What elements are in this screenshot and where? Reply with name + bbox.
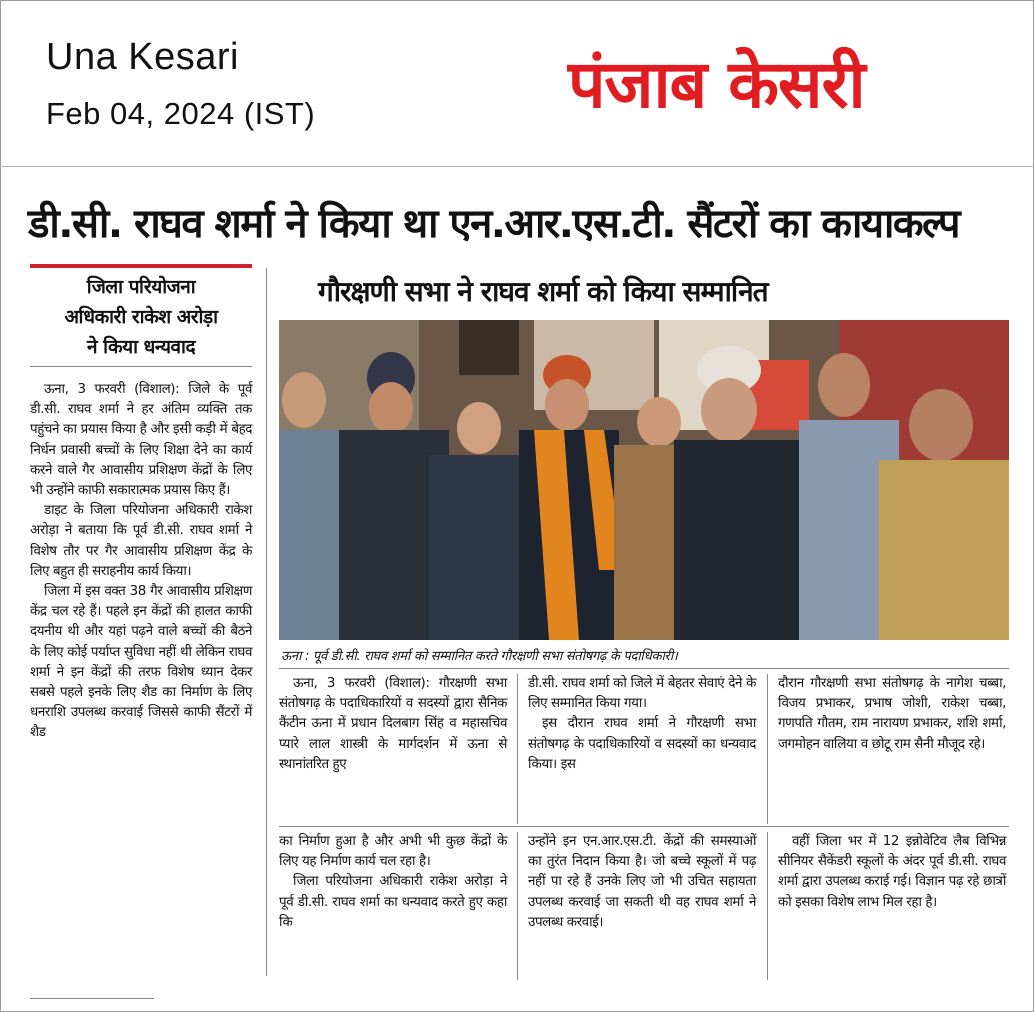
continuation-column-3 xyxy=(778,832,1006,913)
story-paragraph: ऊना, 3 फरवरी (विशाल): गौरक्षणी सभा संतोषगढ़ के पदाधिकारियों व सदस्यों द्वारा सैनिक कैंटीन ऊना में प्रधान दिलबाग सिंह व महासचिव प्यारे लाल शास्त्री के मार्गदर्शन में ऊना से स्थानांतरित हुए xyxy=(279,676,507,772)
group-photo-image xyxy=(279,320,1009,640)
sidebar-paragraph: ऊना, 3 फरवरी (विशाल): जिले के पूर्व डी.सी. राघव शर्मा ने हर अंतिम व्यक्ति तक पहुंचने का प्रयास किया है और इसी कड़ी में बेहद निर्धन प्रवासी बच्चों के लिए शिक्षा देने का कार्य करने वाले गैर आवासीय प्रशिक्षण केंद्रों के लिए भी उन्होंने काफी सकारात्मक प्रयास किए हैं। xyxy=(30,382,252,499)
column-divider xyxy=(517,832,518,980)
sidebar-headline xyxy=(30,272,252,362)
sidebar-headline-line: ने किया धन्यवाद xyxy=(86,336,196,358)
story-paragraph: जिला परियोजना अधिकारी राकेश अरोड़ा ने पूर्व डी.सी. राघव शर्मा का धन्यवाद करते हुए कहा कि xyxy=(279,874,507,930)
continuation-column-1 xyxy=(279,832,507,933)
story-column-3 xyxy=(778,674,1006,755)
sidebar-rule xyxy=(30,366,252,367)
sidebar-headline-line: अधिकारी राकेश अरोड़ा xyxy=(64,306,218,328)
story-paragraph: डी.सी. राघव शर्मा को जिले में बेहतर सेवाएं देने के लिए सम्मानित किया गया। xyxy=(528,676,756,712)
column-divider xyxy=(767,832,768,980)
story-column-2 xyxy=(528,674,756,775)
column-divider xyxy=(517,674,518,824)
story-paragraph: वहीं जिला भर में 12 इन्नोवेटिव लैब विभिन्न सीनियर सैकेंडरी स्कूलों के अंदर पूर्व डी.सी. राघव शर्मा द्वारा उपलब्ध कराई गई। विज्ञान पढ़ रहे छात्रों को इसका विशेष लाभ मिल रहा है। xyxy=(778,834,1006,910)
sidebar-end-rule xyxy=(30,998,154,999)
sidebar-accent-bar xyxy=(30,264,252,268)
punjab-kesari-logo: पंजाब केसरी xyxy=(568,46,865,123)
sidebar-paragraph: डाइट के जिला परियोजना अधिकारी राकेश अरोड़ा ने बताया कि पूर्व डी.सी. राघव शर्मा ने विशेष तौर पर गैर आवासीय प्रशिक्षण केंद्र के लिए बहुत ही सराहनीय कार्य किया। xyxy=(30,503,252,579)
story-paragraph: दौरान गौरक्षणी सभा संतोषगढ़ के नागेश चब्बा, विजय प्रभाकर, प्रभाष जोशी, राकेश चब्बा, गणपति गौतम, राम नारायण प्रभाकर, शशि शर्मा, जगमोहन वालिया व छोटू राम सैनी मौजूद रहे। xyxy=(778,676,1006,752)
story-paragraph: उन्होंने इन एन.आर.एस.टी. केंद्रों की समस्याओं का तुरंत निदान किया है। जो बच्चे स्कूलों में पढ़ नहीं पा रहे हैं उनके लिए जो भी उचित सहायता उपलब्ध करवाई जा सकती थी वह राघव शर्मा ने उपलब्ध करवाई। xyxy=(528,834,756,930)
header-divider xyxy=(0,166,1034,167)
sidebar-paragraph: जिला में इस वक्त 38 गैर आवासीय प्रशिक्षण केंद्र चल रहे हैं। पहले इन केंद्रों की हालत काफी दयनीय थी और यहां पढ़ने वाले बच्चों की बैठने के लिए कोई पर्याप्त सुविधा नहीं थी लेकिन राघव शर्मा ने इन केंद्रों की तरफ विशेष ध्यान देकर सबसे पहले इनके लिए शैड का निर्माण के लिए धनराशि उपलब्ध करवाई जिससे काफी सैंटरों में शैड xyxy=(30,584,252,741)
main-headline: डी.सी. राघव शर्मा ने किया था एन.आर.एस.टी. सैंटरों का कायाकल्प xyxy=(28,201,959,247)
story-paragraph: इस दौरान राघव शर्मा ने गौरक्षणी सभा संतोषगढ़ के पदाधिकारियों व सदस्यों का धन्यवाद किया। इस xyxy=(528,716,756,772)
continuation-column-2 xyxy=(528,832,756,933)
news-photo xyxy=(279,320,1009,640)
story-paragraph: का निर्माण हुआ है और अभी भी कुछ केंद्रों के लिए यह निर्माण कार्य चल रहा है। xyxy=(279,834,507,870)
story-column-1 xyxy=(279,674,507,775)
publication-name: Una Kesari xyxy=(46,36,239,78)
section-rule xyxy=(279,826,1009,827)
column-divider xyxy=(266,268,267,976)
photo-caption: ऊना : पूर्व डी.सी. राघव शर्मा को सम्मानित करते गौरक्षणी सभा संतोषगढ़ के पदाधिकारी। xyxy=(281,649,678,664)
publication-date: Feb 04, 2024 (IST) xyxy=(46,96,316,131)
column-divider xyxy=(767,674,768,824)
sidebar-article-body xyxy=(30,380,252,744)
sub-headline: गौरक्षणी सभा ने राघव शर्मा को किया सम्मानित xyxy=(318,275,768,308)
sidebar-headline-line: जिला परियोजना xyxy=(86,276,196,298)
caption-rule xyxy=(279,668,1009,669)
